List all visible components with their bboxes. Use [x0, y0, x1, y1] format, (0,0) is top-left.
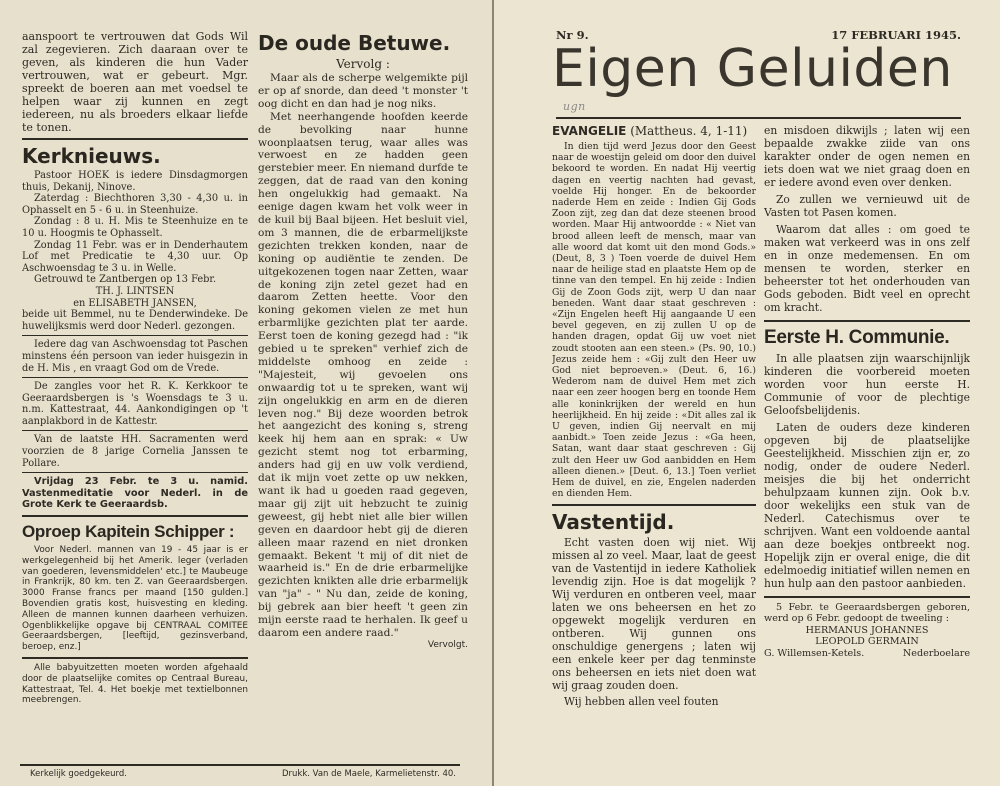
divider: [22, 138, 248, 140]
twin-name-1: HERMANUS JOHANNES: [805, 624, 929, 636]
kerknieuws-item: Pastoor HOEK is iedere Dinsdagmorgen thuis, Dekanij, Ninove.: [22, 170, 248, 193]
evangelie-body: [552, 141, 756, 500]
printer-note: Drukk. Van de Maele, Karmelietenstr. 40.: [281, 769, 456, 779]
birth-announcement: [764, 602, 970, 659]
divider: [764, 596, 970, 598]
kerknieuws-item: Zondag 11 Febr. was er in Denderhautem Lof met Predicatie te 4,30 uur. Op Aschwoensdag te 3 u. in Welle.: [22, 239, 248, 274]
betuwe-body: [258, 72, 468, 640]
evangelie-text: In dien tijd werd Jezus door den Geest naar de woestijn geleid om door den duivel bekoord te worden. En nadat Hij veertig dagen en veertig nachten had gevast, voelde Hij honger. En de bekoorder naderde Hem en zeide : Indien Gij Gods Zoon zijt, zeg dan dat deze steenen brood worden. Maar Hij antwoordde : « Niet van brood alleen leeft de mensch, maar van alle woord dat komt uit den mond Gods.» (Deut, 8, 3 ) Toen voerde de duivel Hem naar de heilige stad en plaatste Hem op de tinne van den tempel. En hij zeide : Indien Gij de Zoon Gods zijt, werp U dan naar beneden. Want daar staat geschreven : «Zijn Engelen heeft Hij aangaande U een bevel gegeven, en zij zullen U op de handen dragen, opdat Gij uw voet niet zoudt stooten aan een steen.» (Ps. 90, 10.) Jezus zeide hem : «Gij zult den Heer uw God niet beproeven.» (Deut. 6, 16.) Wederom nam de duivel Hem met zich naar een zeer hoogen berg en toonde Hem alle koninkrijken der wereld en hun heerlijkheid. En hij zeide : «Dit alles zal ik U geven, indien Gij neervalt en mij aanbidt.» Toen zeide Jezus : «Ga heen, Satan, want daar staat geschreven : Gij zult den Heer uw God aanbidden en Hem alleen dienen.» [Deut. 6, 13.] Toen verliet Hem de duivel, en zie, Engelen naderden en dienden Hem.: [552, 141, 756, 500]
betuwe-paragraph: Maar als de scherpe welgemikte pijl er op af snorde, dan deed 't monster 't oog dicht en dan had je nog niks.: [258, 72, 468, 110]
kerknieuws-section: [22, 170, 248, 511]
betuwe-paragraph: Met neerhangende hoofden keerde de bevolking naar hunne woonplaatsen terug, waar alles was verwoest en ze hadden geen gerstebier meer. En niemand durfde te zeggen, dat de raad van den koning hen ongelukkig had gemaakt. Na eenige dagen kwam het volk weer in de kuil bij Baal bijeen. Het besluit viel, om 3 mannen, die de erbarmelijkste gezichten trekken konden, naar de koning op audiëntie te zenden. De uitgekozenen togen naar Zetten, waar de koning zijn zetel gezet had en daarom Zetten heette. Voor den koning gekomen vielen ze met hun erbarmlijke gezichten plat ter aarde. Eerst toen de koning gezegd had : "ik gebied u te spreken" verhief zich de middelste omhoog en zeide : "Majesteit, wij gevoelen ons onwaardig tot u te spreken, want wij zijn ongelukkig en arm en de dieren leven nog." Bij deze woorden betrok het aangezicht des koning s, streng keek hij hem aan en sprak: « Uw gezicht stemt nog tot erbarming, anders had gij en uw volk verdiend, dat ik mijn voet zette op uw nekken, want ik had u goeden raad gegeven, maar gij zijt uit hebzucht te zuinig geweest, gij hebt niet alle bier willen geven en daardoor hebt gij de dieren alleen maar razend en niet dronken gemaakt. Bekent 't mij of dit niet de waarheid is." En de drie erbarmelijke gezichten knikten alle drie erbarmelijk van "ja" - " Nu dan, zeide de koning, bij gebrek aan bier heeft 't geen zin mijn eerste raad te herhalen. Ik geef u daarom een andere raad.": [258, 110, 468, 639]
divider: [22, 377, 248, 378]
babyuitzetten-text: Alle babyuitzetten moeten worden afgehaald door de plaatselijke comites op Centraal Bureau, Kattestraat, Tel. 4. Het boekje met textielbonnen meebrengen.: [22, 663, 248, 706]
vastentijd-body: [552, 536, 756, 708]
evangelie-heading: [552, 124, 756, 139]
communie-paragraph: Laten de ouders deze kinderen opgeven bij de plaatselijke Geestelijkheid. Misschien zijn er, zo nodig, onder de oudere Nederl. meisjes die bij het onderricht behulpzaam kunnen zijn. Ook b.v. door wekelijks een stuk van de Nederl. Catechismus over te schrijven. Want een voldoende aantal aan deze boekjes ontbreekt nog. Hopelijk zijn er overal enige, die dit edelmoedig initiatief willen nemen en hun hulp aan den pastoor aanbieden.: [764, 421, 970, 590]
wedding-intro: Getrouwd te Zantbergen op 13 Febr.: [34, 274, 217, 286]
evangelie-reference: (Mattheus. 4, 1-11): [630, 124, 748, 138]
page-fold: [492, 0, 494, 786]
birth-parents-row: [764, 648, 970, 659]
birth-text: 5 Febr. te Geeraardsbergen geboren, werd op 6 Febr. gedoopt de tweeling :: [764, 602, 970, 625]
vastentijd-heading: Vastentijd.: [552, 509, 675, 534]
zangles-notice: De zangles voor het R. K. Kerkkoor te Geeraardsbergen is 's Woensdags te 3 u. n.m. Kattestraat, 44. Aankondigingen op 't aanplakbord in de Kattestr.: [22, 381, 248, 427]
divider: [22, 657, 248, 659]
column-2: [258, 30, 468, 760]
parents-name: G. Willemsen-Ketels.: [764, 647, 865, 659]
kerknieuws-item: Zondag : 8 u. H. Mis te Steenhuize en te 10 u. Hoogmis te Ophasselt.: [22, 216, 248, 239]
communie-heading: Eerste H. Communie.: [764, 327, 950, 348]
divider: [22, 430, 248, 431]
wedding-bride: en ELISABETH JANSEN,: [73, 297, 197, 309]
divider: [22, 472, 248, 473]
newspaper-title: [552, 40, 972, 98]
continued-label: Vervolgt.: [427, 639, 468, 650]
babyuitzetten-section: [22, 663, 248, 706]
wedding-groom: TH. J. LINTSEN: [95, 285, 175, 297]
approval-note: Kerkelijk goedgekeurd.: [30, 769, 127, 779]
aschwoensdag-notice: Iedere dag van Aschwoensdag tot Paschen minstens één persoon van ieder huisgezin in de H. Mis , en vraagt God om de Vrede.: [22, 339, 248, 374]
divider: [552, 504, 756, 506]
vastentijd-continued: [764, 124, 970, 314]
title-text: Eigen Geluiden: [552, 40, 953, 98]
oproep-heading: Oproep Kapitein Schipper :: [22, 522, 235, 542]
kerknieuws-item: Zaterdag : Biechthoren 3,30 - 4,30 u. in Ophasselt en 5 - 6 u. in Steenhuize.: [22, 193, 248, 216]
betuwe-subtitle: Vervolg :: [336, 57, 390, 71]
vastentijd-paragraph: Zo zullen we vernieuwd uit de Vasten tot Pasen komen.: [764, 193, 970, 219]
birth-place: Nederboelare: [902, 647, 970, 659]
wedding-text: beide uit Bemmel, nu te Denderwindeke. De huwelijksmis werd door Nederl. gezongen.: [22, 309, 248, 332]
betuwe-heading: De oude Betuwe.: [258, 31, 451, 55]
vastenmeditatie-notice: Vrijdag 23 Febr. te 3 u. namid. Vastenmeditatie voor Nederl. in de Grote Kerk te Geeraardsb.: [22, 476, 248, 511]
column-3: [552, 124, 756, 780]
continuation-text: aanspoort te vertrouwen dat Gods Wil zal zegevieren. Zich daaraan over te geven, als kinderen die hun Vader vertrouwen, wat er gebeurt. Mgr. spreekt de boeren aan met voedsel te helpen waar zij kunnen en zegt iedereen, nu als broeders elkaar liefde te tonen.: [22, 30, 248, 134]
column-1: [22, 30, 248, 760]
vastentijd-paragraph: Waarom dat alles : om goed te maken wat verkeerd was in ons zelf en in onze medemensen. En om mensen te worden, sterker en beheerster tot het onderhouden van Gods geboden. Bidt veel en oprecht om kracht.: [764, 223, 970, 314]
oproep-text: Voor Nederl. mannen van 19 - 45 jaar is er werkgelegenheid bij het Amerik. leger (verladen van goederen, levensmiddelen' etc.] te Maubeuge in Frankrijk, 80 km. ten Z. van Geeraardsbergen. 3000 Franse francs per maand [150 gulden.] Bovendien gratis kost, huisvesting en kleding. Alleen de mannen kunnen daarheen verhuizen. Ogenblikkelijke opgave bij CENTRAAL COMITEE Geeraardsbergen, [leeftijd, gezinsverband, beroep, enz.]: [22, 545, 248, 653]
pencil-annotation: ugn: [563, 100, 586, 113]
communie-paragraph: In alle plaatsen zijn waarschijnlijk kinderen die voorbereid moeten worden voor hun eerste H. Communie of voor de plechtige Geloofsbelijdenis.: [764, 352, 970, 417]
masthead-divider: [556, 117, 961, 119]
page-footer: [20, 764, 460, 780]
kerknieuws-heading: Kerknieuws.: [22, 144, 161, 168]
twin-name-2: LEOPOLD GERMAIN: [815, 636, 919, 648]
vastentijd-paragraph: en misdoen dikwijls ; laten wij een bepaalde zwakke ziide van ons karakter onder de ogen nemen en iets doen wat we niet graag doen en er iedere avond even over denken.: [764, 124, 970, 189]
evangelie-title: EVANGELIE: [552, 124, 627, 138]
sacramenten-notice: Van de laatste HH. Sacramenten werd voorzien de 8 jarige Cornelia Janssen te Pollare.: [22, 434, 248, 469]
divider: [764, 320, 970, 322]
vastentijd-paragraph: Echt vasten doen wij niet. Wij missen al zo veel. Maar, laat de geest van de Vastentijd in iedere Katholiek levendig zijn. Hoe is dat mogelijk ? Wij verduren en ontberen veel, maar laten we ons beheersen en het zo opgewekt mogelijk verduren en ontberen. Wij gunnen ons onschuldige genergens ; laten wij een enkele keer per dag tenminste ons beheersen en iets niet doen wat wij graag zouden doen.: [552, 535, 756, 692]
oproep-section: [22, 545, 248, 653]
vastentijd-paragraph: Wij hebben allen veel fouten: [564, 694, 719, 708]
communie-body: [764, 352, 970, 590]
issue-number: Nr 9.: [556, 28, 589, 42]
divider: [22, 335, 248, 336]
divider: [22, 515, 248, 517]
issue-date: 17 FEBRUARI 1945.: [831, 28, 961, 42]
column-4: [764, 124, 970, 780]
